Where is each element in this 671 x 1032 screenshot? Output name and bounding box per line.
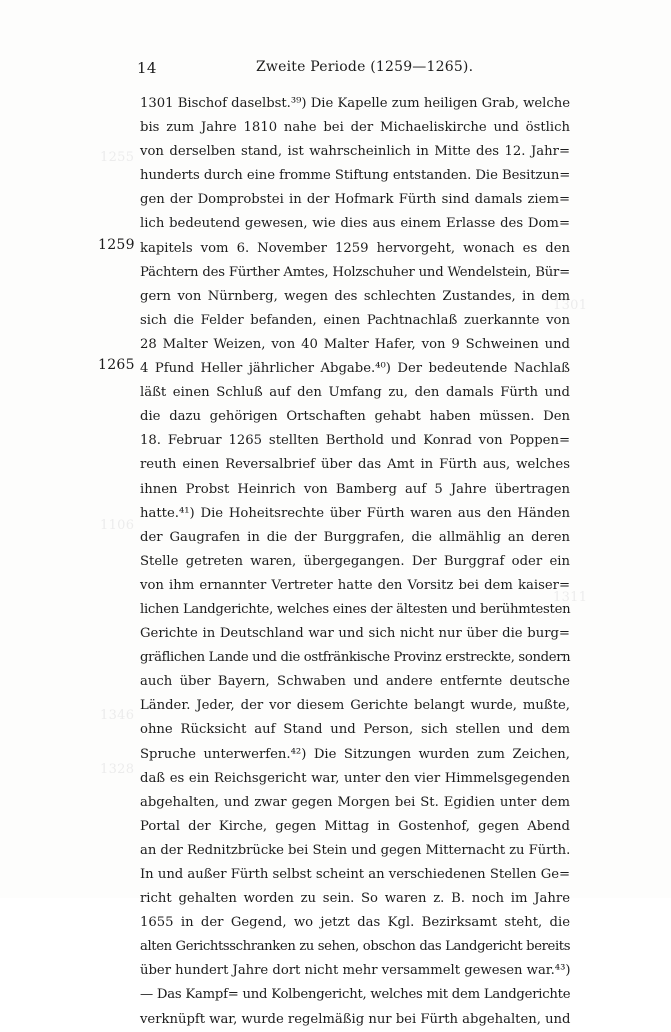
- text-line: ohne Rücksicht auf Stand und Person, sich stellen und dem: [140, 722, 570, 738]
- text-line: In und außer Fürth selbst scheint an verschiedenen Stellen Ge=: [140, 867, 570, 882]
- body-text: [140, 92, 570, 1032]
- text-line: Spruche unterwerfen.⁴²) Die Sitzungen wurden zum Zeichen,: [140, 746, 570, 762]
- text-line: 1655 in der Gegend, wo jetzt das Kgl. Bezirksamt steht, die: [140, 915, 570, 931]
- text-line: Länder. Jeder, der vor diesem Gerichte belangt wurde, mußte,: [140, 698, 570, 714]
- text-line: die dazu gehörigen Ortschaften gehabt haben müssen. Den: [140, 409, 570, 425]
- show-through-mark: 1311: [553, 590, 588, 605]
- text-line: 18. Februar 1265 stellten Berthold und Konrad von Poppen=: [140, 433, 570, 449]
- text-line: von derselben stand, ist wahrscheinlich in Mitte des 12. Jahr=: [140, 144, 570, 160]
- text-line: lichen Landgerichte, welches eines der ältesten und berühmtesten: [140, 601, 571, 617]
- running-header: Zweite Periode (1259—1265).: [256, 59, 474, 75]
- show-through-mark: 1106: [100, 518, 135, 533]
- text-line: kapitels vom 6. November 1259 hervorgeht, wonach es den: [140, 240, 570, 256]
- text-line: gen der Domprobstei in der Hofmark Fürth sind damals ziem=: [140, 192, 570, 208]
- text-line: 1301 Bischof daselbst.³⁹) Die Kapelle zum heiligen Grab, welche: [140, 96, 570, 111]
- text-line: sich die Felder befanden, einen Pachtnachlaß zuerkannte von: [140, 312, 570, 328]
- text-line: ihnen Probst Heinrich von Bamberg auf 5 Jahre übertragen: [140, 481, 570, 497]
- text-line: Portal der Kirche, gegen Mittag in Gostenhof, gegen Abend: [140, 818, 570, 834]
- text-line: hatte.⁴¹) Die Hoheitsrechte über Fürth waren aus den Händen: [140, 505, 570, 521]
- text-line: 28 Malter Weizen, von 40 Malter Hafer, von 9 Schweinen und: [140, 336, 570, 352]
- text-line: 4 Pfund Heller jährlicher Abgabe.⁴⁰) Der bedeutende Nachlaß: [140, 361, 570, 377]
- text-line: lich bedeutend gewesen, wie dies aus einem Erlasse des Dom=: [140, 216, 570, 232]
- margin-year: 1259: [98, 237, 135, 253]
- text-line: richt gehalten worden zu sein. So waren z. B. noch im Jahre: [140, 891, 570, 907]
- text-line: über hundert Jahre dort nicht mehr versammelt gewesen war.⁴³): [140, 963, 571, 979]
- text-line: — Das Kampf= und Kolbengericht, welches mit dem Landgerichte: [140, 987, 571, 1003]
- text-line: daß es ein Reichsgericht war, unter den vier Himmelsgegenden: [140, 770, 570, 786]
- show-through-mark: 1328: [100, 762, 135, 777]
- text-line: abgehalten, und zwar gegen Morgen bei St. Egidien unter dem: [140, 794, 570, 810]
- text-line: an der Rednitzbrücke bei Stein und gegen Mitternacht zu Fürth.: [140, 842, 571, 858]
- text-line: reuth einen Reversalbrief über das Amt in Fürth aus, welches: [140, 457, 570, 473]
- margin-year: 1265: [98, 357, 135, 373]
- show-through-mark: 1301: [553, 298, 588, 313]
- show-through-mark: 1255: [100, 150, 135, 165]
- text-line: verknüpft war, wurde regelmäßig nur bei Fürth abgehalten, und: [140, 1011, 571, 1027]
- text-line: auch über Bayern, Schwaben und andere entfernte deutsche: [140, 674, 570, 690]
- text-line: gräflichen Lande und die ostfränkische Provinz erstreckte, sondern: [140, 650, 571, 666]
- show-through-mark: 1346: [100, 708, 135, 723]
- text-line: hunderts durch eine fromme Stiftung entstanden. Die Besitzun=: [140, 168, 571, 184]
- text-line: Stelle getreten waren, übergegangen. Der Burggraf oder ein: [140, 553, 570, 569]
- text-line: alten Gerichtsschranken zu sehen, obschon das Landgericht bereits: [140, 939, 571, 955]
- text-line: läßt einen Schluß auf den Umfang zu, den damals Fürth und: [140, 385, 570, 401]
- text-line: von ihm ernannter Vertreter hatte den Vorsitz bei dem kaiser=: [140, 577, 570, 593]
- text-line: der Gaugrafen in die der Burggrafen, die allmählig an deren: [140, 529, 570, 545]
- page-number: 14: [137, 59, 157, 77]
- text-line: Gerichte in Deutschland war und sich nicht nur über die burg=: [140, 626, 570, 642]
- text-line: bis zum Jahre 1810 nahe bei der Michaeliskirche und östlich: [140, 120, 570, 136]
- text-line: Pächtern des Fürther Amtes, Holzschuher und Wendelstein, Bür=: [140, 264, 570, 280]
- text-line: gern von Nürnberg, wegen des schlechten Zustandes, in dem: [140, 288, 570, 304]
